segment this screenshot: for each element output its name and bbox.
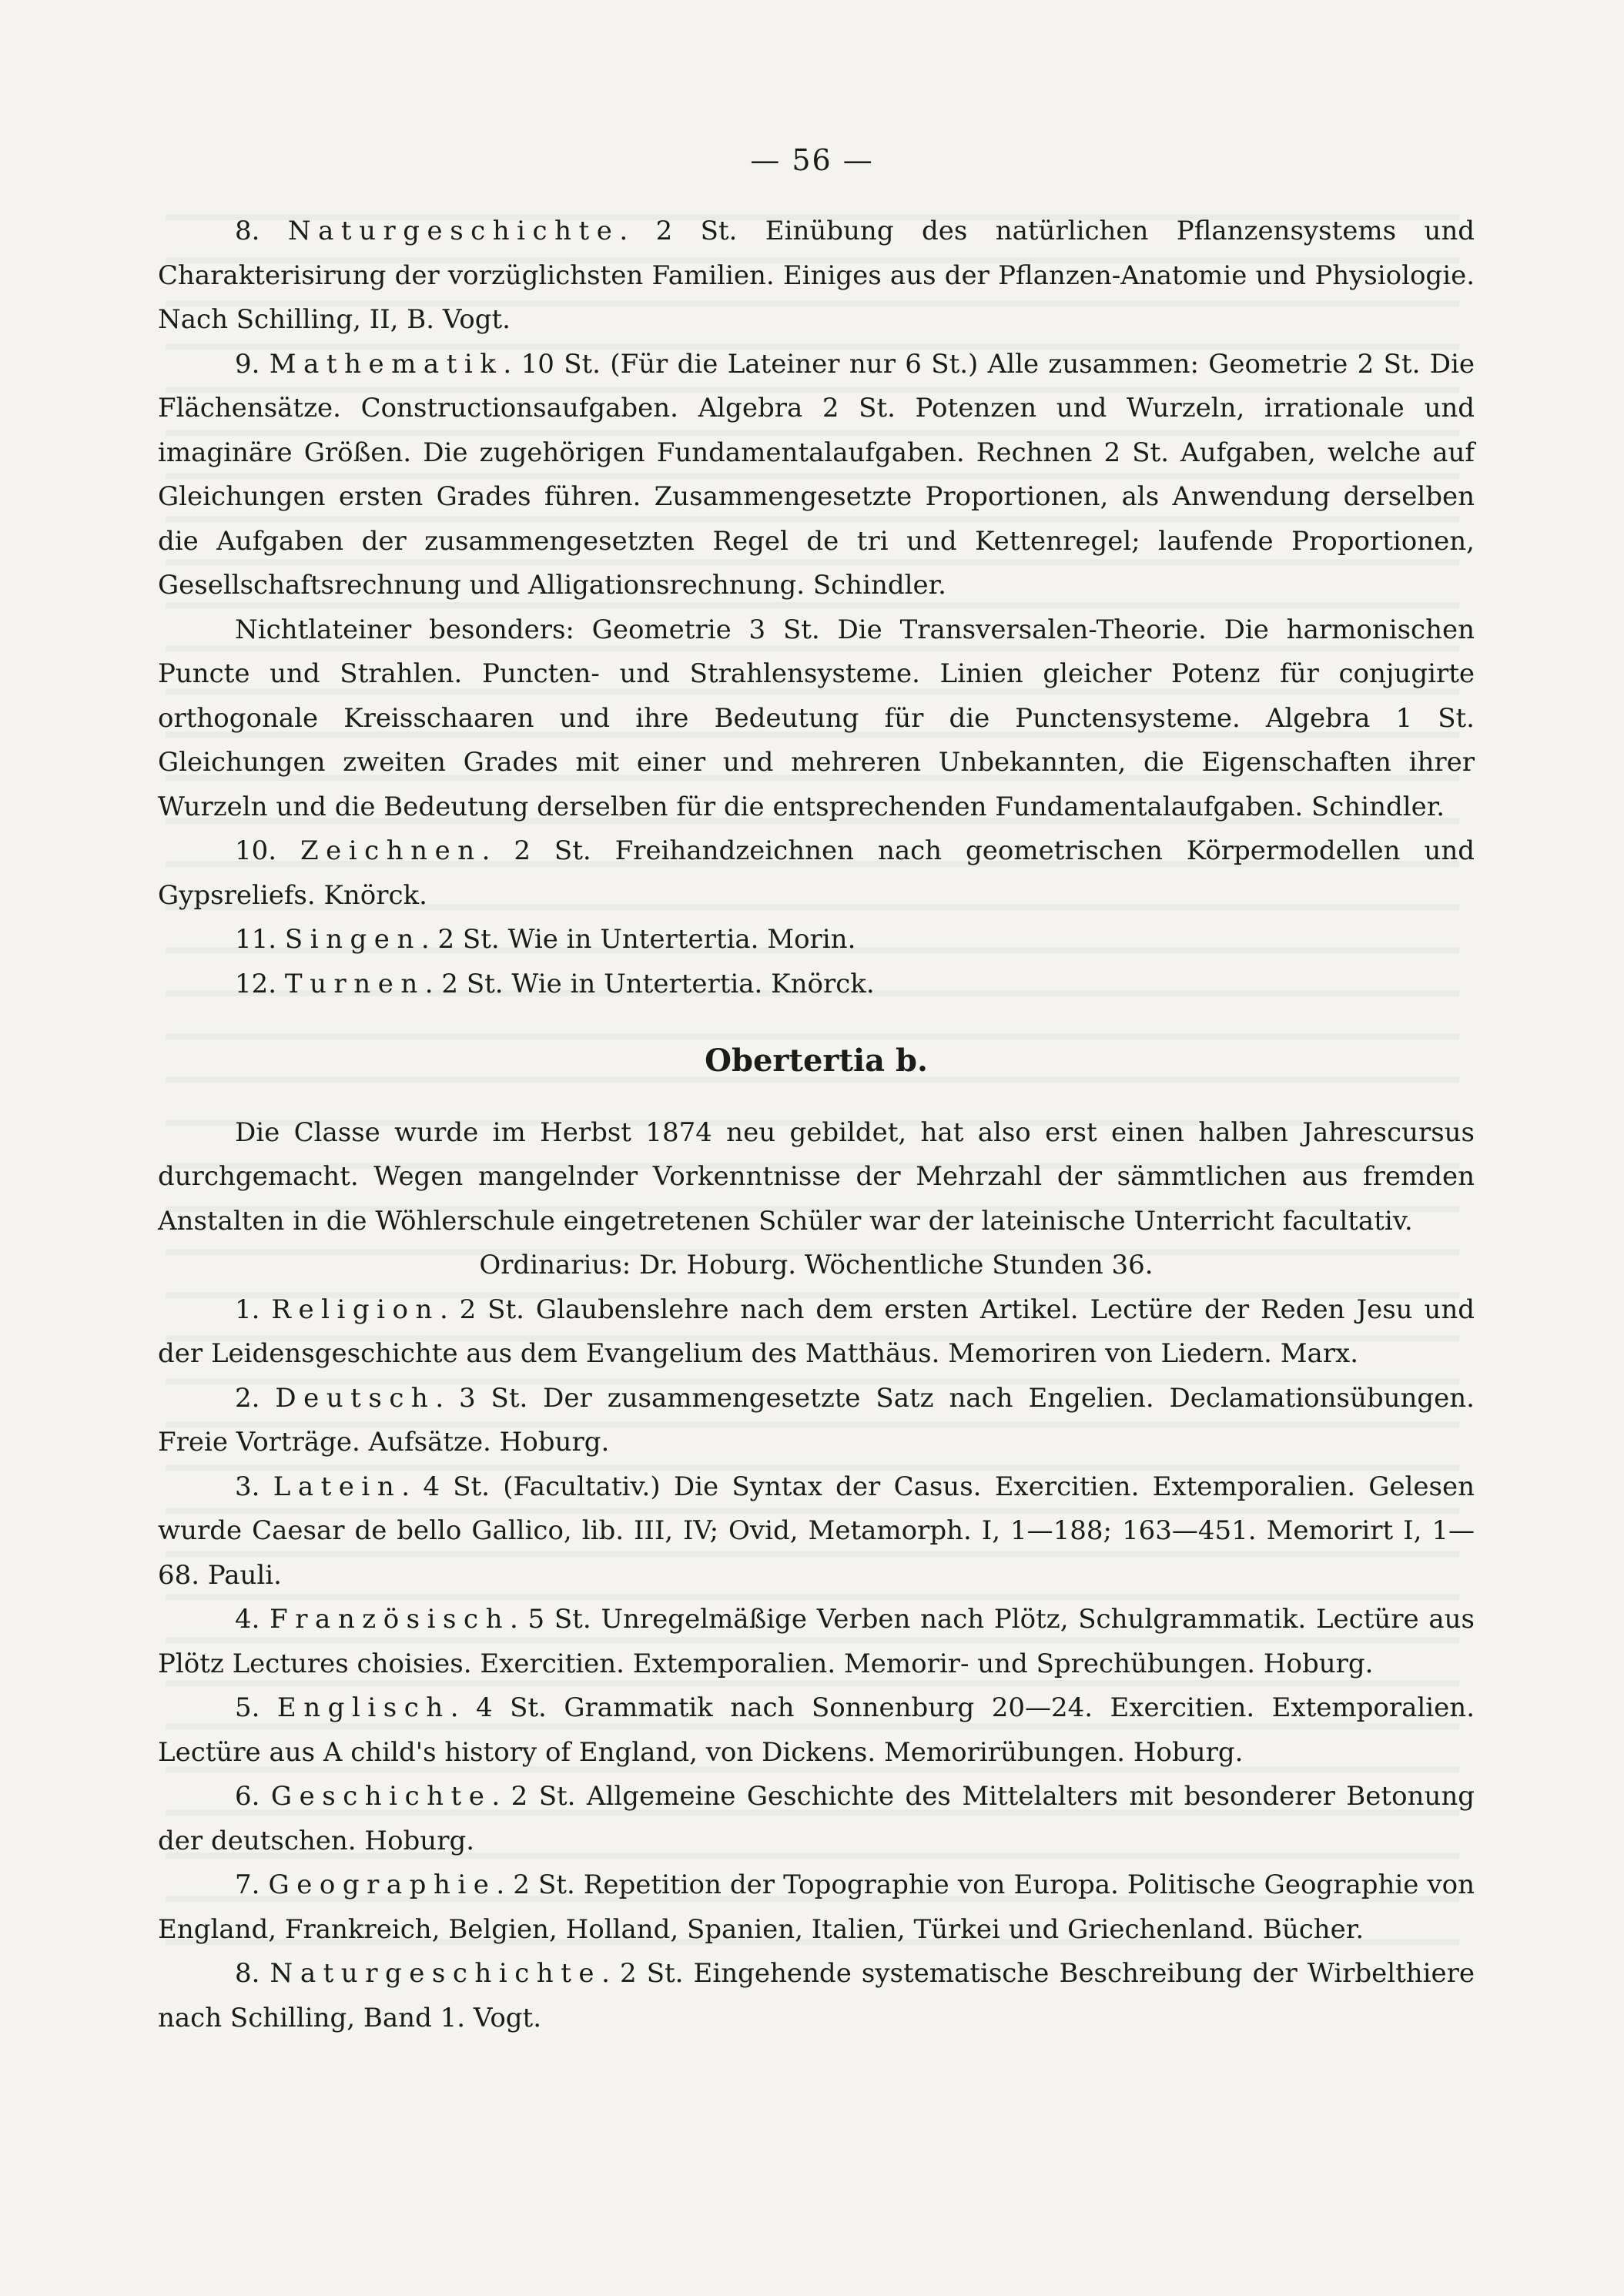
page-number: — 56 —	[750, 143, 874, 177]
item-number: 12.	[235, 968, 285, 999]
subject-title: Mathematik	[269, 348, 504, 380]
ordinarius-line: Ordinarius: Dr. Hoburg. Wöchentliche Stunden 36.	[479, 1250, 1154, 1280]
item-number: 5.	[235, 1692, 277, 1723]
subject-title: Naturgeschichte	[287, 216, 620, 246]
subject-title: Zeichnen	[300, 835, 482, 866]
item-number: 11.	[235, 924, 285, 955]
subject-naturgeschichte-b	[158, 1952, 1475, 2040]
item-number: 6.	[235, 1781, 271, 1812]
item-number: 3.	[235, 1471, 273, 1502]
subject-text: . 2 St. Allgemeine Geschichte des Mittelalters mit besonderer Betonung der deutschen. Hoburg.	[158, 1781, 1475, 1856]
subject-text: . 2 St. Eingehende systematische Beschreibung der Wirbelthiere nach Schilling, Band 1. Vogt.	[158, 1958, 1475, 2033]
subject-zeichnen	[158, 829, 1475, 918]
subject-title: Turnen	[284, 968, 425, 999]
subject-text: . 2 St. Repetition der Topographie von Europa. Politische Geographie von England, Frankreich, Belgien, Holland, Spanien, Italien, Türkei und Griechenland. Bücher.	[158, 1869, 1475, 1945]
page-body	[158, 209, 1475, 2040]
subject-englisch	[158, 1686, 1475, 1775]
subject-title: Geschichte	[270, 1781, 492, 1812]
subject-text: . 10 St. (Für die Lateiner nur 6 St.) Alle zusammen: Geometrie 2 St. Die Flächensätze. Constructionsaufgaben. Algebra 2 St. Potenzen und Wurzeln, irrationale und imaginäre Größen. Die zugehörigen Fundamentalaufgaben. Rechnen 2 St. Aufgaben, welche auf Gleichungen ersten Grades führen. Zusammengesetzte Proportionen, als Anwendung derselben die Aufgaben der zusammengesetzten Regel de tri und Kettenregel; laufende Proportionen, Gesellschaftsrechnung und Alligationsrechnung. Schindler.	[158, 348, 1475, 601]
subject-text: . 4 St. Grammatik nach Sonnenburg 20—24. Exercitien. Extemporalien. Lectüre aus A child's history of England, von Dickens. Memorirübungen. Hoburg.	[158, 1692, 1475, 1768]
item-number: 2.	[235, 1382, 276, 1414]
subject-singen	[158, 918, 1475, 962]
subject-title: Naturgeschichte	[270, 1958, 602, 1989]
subject-turnen	[158, 962, 1475, 1007]
item-number: 7.	[235, 1869, 269, 1900]
subject-text: . 2 St. Freihandzeichnen nach geometrischen Körpermodellen und Gypsreliefs. Knörck.	[158, 835, 1475, 911]
subject-mathematik	[158, 343, 1475, 608]
subject-title: Religion	[271, 1294, 440, 1325]
subject-text: . 2 St. Wie in Untertertia. Morin.	[420, 924, 856, 955]
item-number: 10.	[235, 835, 300, 866]
subject-text: . 5 St. Unregelmäßige Verben nach Plötz, Schulgrammatik. Lectüre aus Plötz Lectures choisies. Exercitien. Extemporalien. Memorir- und Sprechübungen. Hoburg.	[158, 1604, 1475, 1679]
subject-text: . 2 St. Einübung des natürlichen Pflanzensystems und Charakterisirung der vorzüglichsten Familien. Einiges aus der Pflanzen-Anatomie und Physiologie. Nach Schilling, II, B. Vogt.	[158, 216, 1475, 335]
subject-title: Latein	[273, 1471, 402, 1502]
section-heading: Obertertia b.	[705, 1043, 928, 1079]
subject-franzoesisch	[158, 1598, 1475, 1686]
subject-religion	[158, 1288, 1475, 1377]
subject-naturgeschichte-a	[158, 209, 1475, 343]
subject-latein	[158, 1465, 1475, 1598]
subject-title: Englisch	[276, 1692, 450, 1723]
subject-geographie	[158, 1863, 1475, 1952]
nichtlateiner-paragraph	[158, 608, 1475, 830]
subject-text: . 4 St. (Facultativ.) Die Syntax der Casus. Exercitien. Extemporalien. Gelesen wurde Caesar de bello Gallico, lib. III, IV; Ovid, Metamorph. I, 1—188; 163—451. Memorirt I, 1—68. Pauli.	[158, 1471, 1475, 1591]
subject-title: Französisch	[270, 1604, 510, 1635]
class-intro: Die Classe wurde im Herbst 1874 neu gebildet, hat also erst einen halben Jahrescursus durchgemacht. Wegen mangelnder Vorkenntnisse der Mehrzahl der sämmtlichen aus fremden Anstalten in die Wöhlerschule eingetretenen Schüler war der lateinische Unterricht facultativ.	[158, 1116, 1475, 1237]
subject-title: Deutsch	[275, 1382, 436, 1414]
item-number: 8.	[235, 1958, 270, 1989]
item-number: 4.	[235, 1604, 270, 1635]
subject-text: Nichtlateiner besonders: Geometrie 3 St. Die Transversalen-Theorie. Die harmonischen Puncte und Strahlen. Puncten- und Strahlensysteme. Linien gleicher Potenz für conjugirte orthogonale Kreisschaaren und ihre Bedeutung für die Punctensysteme. Algebra 1 St. Gleichungen zweiten Grades mit einer und mehreren Unbekannten, die Eigenschaften ihrer Wurzeln und die Bedeutung derselben für die entsprechenden Fundamentalaufgaben. Schindler.	[158, 614, 1475, 822]
subject-text: . 3 St. Der zusammengesetzte Satz nach Engelien. Declamationsübungen. Freie Vorträge. Aufsätze. Hoburg.	[158, 1382, 1475, 1458]
subject-text: . 2 St. Wie in Untertertia. Knörck.	[424, 968, 875, 999]
subject-title: Geographie	[268, 1869, 497, 1900]
subject-title: Singen	[284, 924, 421, 955]
subject-text: . 2 St. Glaubenslehre nach dem ersten Artikel. Lectüre der Reden Jesu und der Leidensgeschichte aus dem Evangelium des Matthäus. Memoriren von Liedern. Marx.	[158, 1294, 1475, 1369]
subject-geschichte	[158, 1775, 1475, 1863]
item-number: 1.	[235, 1294, 272, 1325]
item-number: 9.	[235, 348, 270, 380]
subject-deutsch	[158, 1377, 1475, 1465]
item-number: 8.	[235, 216, 288, 246]
